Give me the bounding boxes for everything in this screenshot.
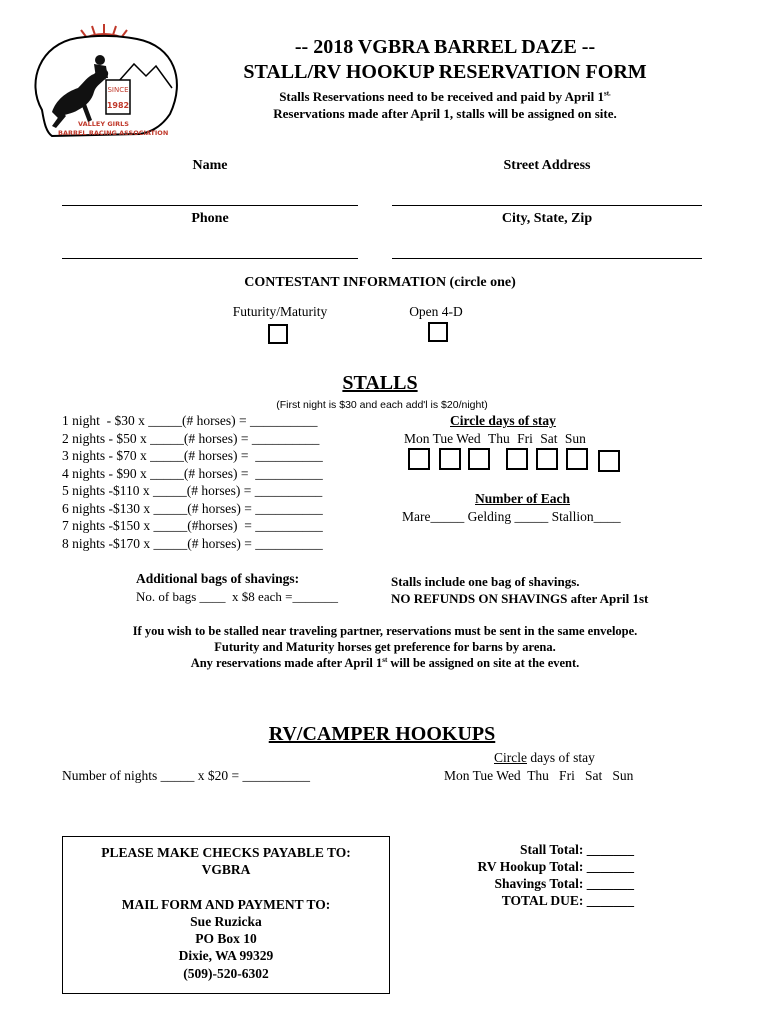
open-4d-checkbox[interactable]: [428, 322, 448, 342]
stall-row-5-nights[interactable]: 5 nights -$110 x _____(# horses) = __________: [62, 483, 323, 498]
contestant-info-heading: CONTESTANT INFORMATION (circle one): [244, 275, 516, 290]
stall-row-8-nights[interactable]: 8 nights -$170 x _____(# horses) = __________: [62, 535, 323, 551]
street-address-field[interactable]: [392, 205, 702, 206]
svg-text:VALLEY GIRLS: VALLEY GIRLS: [78, 120, 129, 128]
day-wed: Wed: [456, 431, 481, 446]
stall-day-checkbox-thu[interactable]: [506, 448, 528, 470]
late-assignment-note: Any reservations made after April 1st will be assigned on site at the event.: [190, 656, 580, 671]
stall-total-field[interactable]: Stall Total: _______: [519, 842, 634, 857]
shavings-heading: Additional bags of shavings:: [136, 571, 300, 586]
svg-text:1982: 1982: [106, 101, 130, 110]
svg-text:SINCE: SINCE: [107, 86, 129, 94]
mail-po-box: PO Box 10: [195, 931, 257, 946]
open-4d-label: Open 4-D: [409, 304, 463, 319]
travel-partner-note: If you wish to be stalled near traveling partner, reservations must be sent in the same envelope.: [132, 624, 638, 638]
form-title-line2: STALL/RV HOOKUP RESERVATION FORM: [243, 61, 647, 83]
deadline-note: Stalls Reservations need to be received and paid by April $1^{st.}$: [279, 89, 611, 104]
stall-day-checkbox-tue[interactable]: [439, 448, 461, 470]
stall-row-1-night[interactable]: 1 night - $30 x _____(# horses) = __________: [62, 413, 318, 428]
city-state-zip-label: City, State, Zip: [501, 211, 593, 226]
mail-phone: (509)-520-6302: [183, 966, 269, 981]
stalls-pricing-note: (First night is $30 and each add'l is $20/night): [276, 399, 488, 411]
stall-day-checkbox-wed[interactable]: [468, 448, 490, 470]
stalls-heading: STALLS: [342, 372, 418, 394]
shavings-bags-line[interactable]: No. of bags ____ x $8 each =_______: [136, 589, 338, 604]
late-reservation-note: Reservations made after April 1, stalls will be assigned on site.: [273, 106, 617, 121]
stall-days-list: [404, 431, 586, 447]
rv-hookups-heading: RV/CAMPER HOOKUPS: [268, 723, 496, 745]
circle-days-heading: Circle days of stay: [450, 413, 556, 428]
futurity-preference-note: Futurity and Maturity horses get preference for barns by arena.: [214, 640, 556, 654]
stall-row-3-nights[interactable]: 3 nights - $70 x _____(# horses) = __________: [62, 448, 323, 463]
phone-field[interactable]: [62, 258, 358, 259]
stall-row-6-nights[interactable]: 6 nights -$130 x _____(# horses) = __________: [62, 500, 323, 516]
stall-row-7-nights[interactable]: 7 nights -$150 x _____(#horses) = __________: [62, 518, 323, 533]
total-due-field[interactable]: TOTAL DUE: _______: [501, 893, 634, 908]
mail-to-label: MAIL FORM AND PAYMENT TO:: [121, 897, 331, 912]
rv-nights-line[interactable]: Number of nights _____ x $20 = __________: [62, 768, 310, 783]
horse-type-counts[interactable]: Mare_____ Gelding _____ Stallion____: [402, 509, 621, 524]
svg-text:BARREL RACING ASSOCIATION: BARREL RACING ASSOCIATION: [58, 129, 169, 137]
mail-recipient: Sue Ruzicka: [190, 914, 262, 929]
no-refunds-note: NO REFUNDS ON SHAVINGS after April 1st: [391, 591, 649, 606]
name-field[interactable]: [62, 205, 358, 206]
payee-name: VGBRA: [201, 862, 251, 877]
stall-row-4-nights[interactable]: 4 nights - $90 x _____(# horses) = __________: [62, 465, 323, 481]
rv-days-list[interactable]: Mon Tue Wed Thu Fri Sat Sun: [444, 768, 634, 783]
phone-label: Phone: [191, 211, 229, 226]
stall-day-checkbox-sat[interactable]: [566, 448, 588, 470]
futurity-maturity-label: Futurity/Maturity: [232, 304, 328, 319]
rv-hookup-total-field[interactable]: RV Hookup Total: _______: [477, 859, 634, 874]
day-mon: Mon: [404, 431, 430, 446]
mail-city: Dixie, WA 99329: [178, 948, 274, 963]
form-title-line1: -- 2018 VGBRA BARREL DAZE --: [294, 36, 596, 58]
day-sat: Sat: [540, 431, 558, 446]
futurity-maturity-checkbox[interactable]: [268, 324, 288, 344]
stall-row-2-nights[interactable]: 2 nights - $50 x _____(# horses) = __________: [62, 430, 320, 446]
day-fri: Fri: [517, 431, 533, 446]
city-state-zip-field[interactable]: [392, 258, 702, 259]
number-of-each-heading: Number of Each: [475, 491, 571, 506]
vgbra-logo: [22, 22, 187, 150]
stall-day-checkbox-sun[interactable]: [598, 450, 620, 472]
shavings-included-note: Stalls include one bag of shavings.: [391, 574, 580, 589]
day-tue: Tue: [432, 431, 454, 446]
stall-day-checkbox-fri[interactable]: [536, 448, 558, 470]
rv-circle-days-heading: Circle days of stay: [494, 750, 595, 765]
name-label: Name: [192, 158, 228, 173]
day-thu: Thu: [487, 431, 510, 446]
street-address-label: Street Address: [503, 158, 591, 173]
shavings-total-field[interactable]: Shavings Total: _______: [494, 876, 634, 891]
checks-payable-label: PLEASE MAKE CHECKS PAYABLE TO:: [101, 845, 351, 860]
stall-day-checkbox-mon[interactable]: [408, 448, 430, 470]
day-sun: Sun: [564, 431, 586, 446]
